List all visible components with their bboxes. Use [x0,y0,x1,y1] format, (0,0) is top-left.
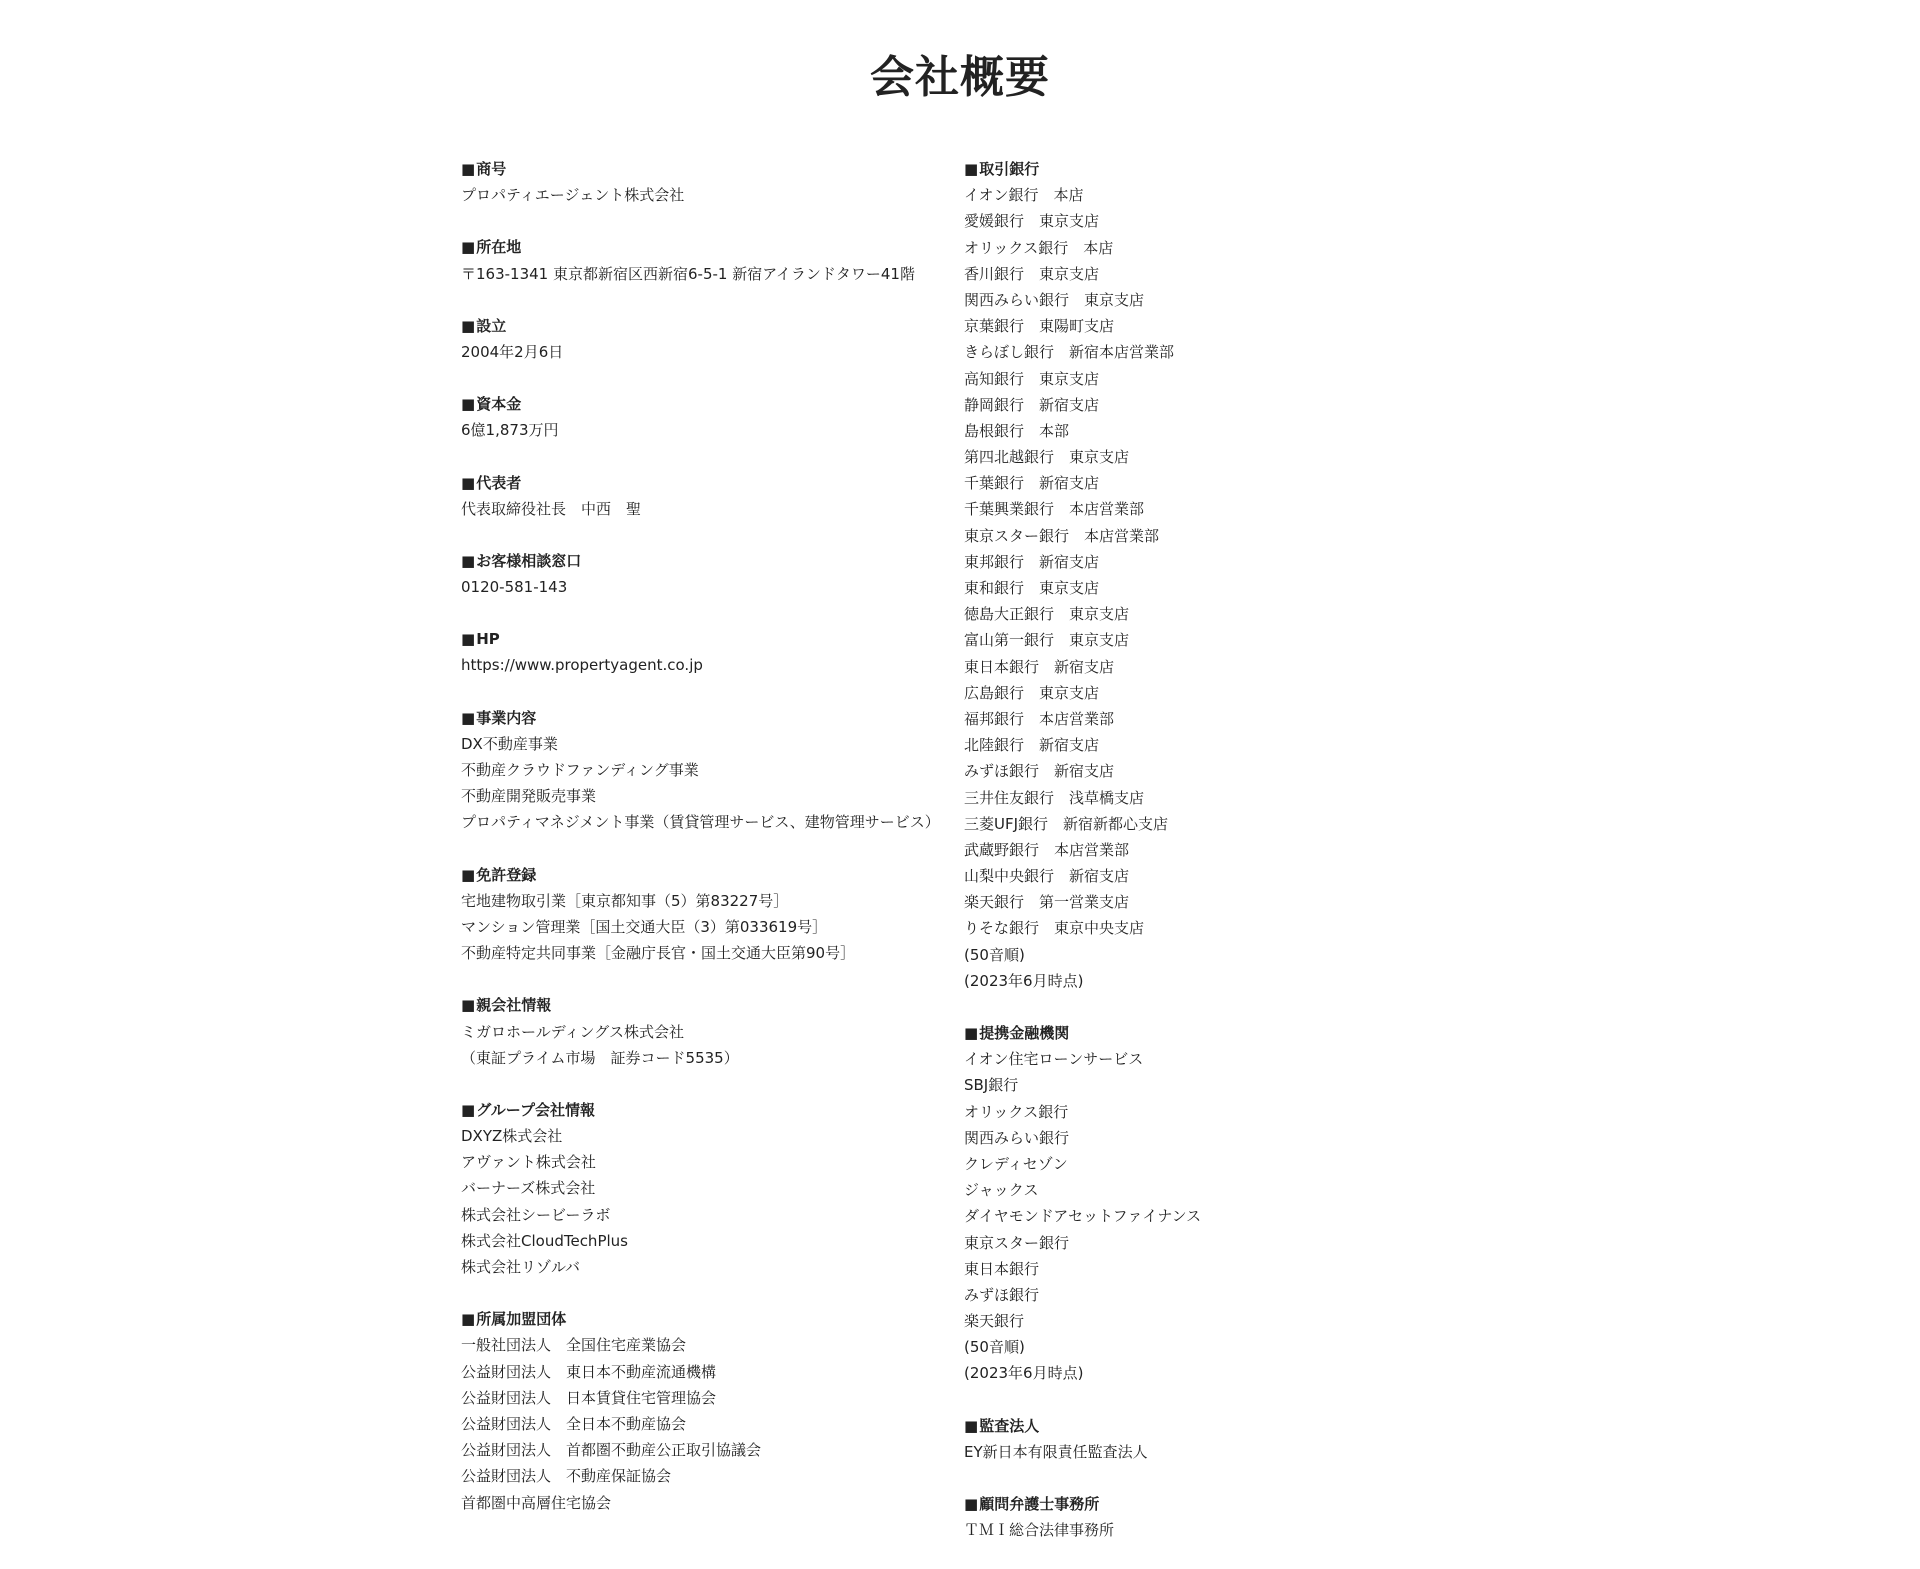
section-heading: ■ 取引銀行 [964,156,1444,182]
section-heading: ■ 代表者 [461,470,941,496]
section-line: 第四北越銀行 東京支店 [964,448,1130,467]
left_sections-section-5 [461,548,941,600]
section-line: きらぼし銀行 新宿本店営業部 [964,343,1175,362]
section-line: バーナーズ株式会社 [461,1179,596,1198]
section-line: 東邦銀行 新宿支店 [964,552,1100,571]
section-line: (50音順) [964,1338,1025,1357]
section-line: ＴＭＩ総合法律事務所 [964,1521,1115,1540]
section-line: 千葉銀行 新宿支店 [964,474,1100,493]
section-line: ミガロホールディングス株式会社 [461,1022,685,1041]
section-line: 武蔵野銀行 本店営業部 [964,840,1130,859]
section-line: 株式会社シービーラボ [461,1205,611,1224]
section-line: 関西みらい銀行 [964,1128,1070,1147]
section-line: （東証プライム市場 証券コード5535） [461,1048,739,1067]
left_sections-section-6 [461,626,941,678]
section-heading: ■ 事業内容 [461,705,941,731]
right_sections-section-2 [964,1413,1444,1465]
right-column [964,156,1444,1569]
section-line: イオン住宅ローンサービス [964,1050,1144,1069]
section-line: アヴァント株式会社 [461,1153,596,1172]
section-line: 代表取締役社長 中西 聖 [461,499,642,518]
section-line: 富山第一銀行 東京支店 [964,631,1130,650]
section-line: DXYZ株式会社 [461,1127,563,1146]
section-line: 公益財団法人 全日本不動産協会 [461,1414,687,1433]
section-line: 不動産クラウドファンディング事業 [461,761,699,779]
left_sections-section-7 [461,705,941,836]
section-line: 千葉興業銀行 本店営業部 [964,500,1145,519]
section-line: 三井住友銀行 浅草橋支店 [964,788,1145,807]
section-line: 公益財団法人 日本賃貸住宅管理協会 [461,1388,717,1407]
section-line: 公益財団法人 不動産保証協会 [461,1467,672,1486]
section-line: 0120-581-143 [461,578,568,597]
section-heading: ■ 所在地 [461,234,941,260]
right_sections-section-0 [964,156,1444,994]
section-line: オリックス銀行 本店 [964,238,1114,257]
section-line: (2023年6月時点) [964,971,1084,990]
section-line: ダイヤモンドアセットファイナンス [964,1207,1202,1226]
section-line: 東京スター銀行 本店営業部 [964,526,1160,545]
page-title: 会社概要 [870,52,1050,103]
section-heading: ■ HP [461,626,941,652]
left_sections-section-4 [461,470,941,522]
section-line: ジャックス [964,1181,1039,1200]
section-line: DX不動産事業 [461,734,558,753]
section-line: 2004年2月6日 [461,342,564,361]
section-line: 公益財団法人 首都圏不動産公正取引協議会 [461,1441,762,1460]
left_sections-section-0 [461,156,941,208]
section-heading: ■ 顧問弁護士事務所 [964,1491,1444,1517]
left_sections-section-3 [461,391,941,443]
section-line: https://www.propertyagent.co.jp [461,656,703,675]
section-line: 高知銀行 東京支店 [964,369,1100,388]
section-line: 広島銀行 東京支店 [964,683,1100,702]
section-line: SBJ銀行 [964,1076,1019,1095]
section-line: 三菱UFJ銀行 新宿新都心支店 [964,814,1169,833]
section-line: 山梨中央銀行 新宿支店 [964,867,1130,886]
section-line: みずほ銀行 [964,1285,1040,1304]
section-line: 楽天銀行 [964,1312,1025,1331]
section-line: 北陸銀行 新宿支店 [964,736,1100,755]
left_sections-section-2 [461,313,941,365]
section-line: 楽天銀行 第一営業支店 [964,893,1130,912]
section-line: 関西みらい銀行 東京支店 [964,290,1145,309]
section-line: 東和銀行 東京支店 [964,579,1100,597]
section-line: イオン銀行 本店 [964,186,1084,205]
section-line: 6億1,873万円 [461,421,559,440]
section-heading: ■ お客様相談窓口 [461,548,941,574]
right_sections-section-3 [964,1491,1444,1543]
section-line: (2023年6月時点) [964,1364,1084,1383]
left_sections-section-8 [461,862,941,967]
section-line: 一般社団法人 全国住宅産業協会 [461,1336,687,1355]
section-line: プロパティマネジメント事業（賃貸管理サービス、建物管理サービス） [461,813,940,832]
section-line: 不動産開発販売事業 [461,787,597,806]
section-line: 〒163-1341 東京都新宿区西新宿6-5-1 新宿アイランドタワー41階 [461,264,915,283]
section-line: 株式会社CloudTechPlus [461,1231,628,1250]
section-heading: ■ グループ会社情報 [461,1097,941,1123]
section-line: 公益財団法人 東日本不動産流通機構 [461,1362,717,1381]
section-line: りそな銀行 東京中央支店 [964,919,1145,938]
left_sections-section-10 [461,1097,941,1280]
section-line: 東日本銀行 新宿支店 [964,657,1115,676]
section-line: 京葉銀行 東陽町支店 [964,317,1115,336]
section-line: 香川銀行 東京支店 [964,264,1100,283]
section-heading: ■ 設立 [461,313,941,339]
section-heading: ■ 商号 [461,156,941,182]
section-heading: ■ 資本金 [461,391,941,417]
section-line: 東日本銀行 [964,1259,1040,1278]
section-heading: ■ 提携金融機関 [964,1020,1444,1046]
section-line: 愛媛銀行 東京支店 [964,212,1100,231]
section-line: オリックス銀行 [964,1102,1069,1121]
section-line: 福邦銀行 本店営業部 [964,709,1115,728]
section-line: 株式会社リゾルバ [461,1258,580,1276]
section-heading: ■ 免許登録 [461,862,941,888]
section-line: クレディセゾン [964,1154,1068,1173]
left_sections-section-1 [461,234,941,286]
section-line: 不動産特定共同事業［金融庁長官・国土交通大臣第90号］ [461,944,856,963]
section-line: 島根銀行 本部 [964,421,1070,440]
section-line: 宅地建物取引業［東京都知事（5）第83227号］ [461,891,789,910]
section-heading: ■ 監査法人 [964,1413,1444,1439]
right_sections-section-1 [964,1020,1444,1387]
section-line: 東京スター銀行 [964,1233,1070,1252]
section-line: 静岡銀行 新宿支店 [964,395,1100,414]
left_sections-section-11 [461,1306,941,1516]
section-line: 徳島大正銀行 東京支店 [964,605,1130,624]
section-line: 首都圏中高層住宅協会 [461,1493,612,1512]
left_sections-section-9 [461,992,941,1071]
section-line: みずほ銀行 新宿支店 [964,762,1115,781]
left-column [461,156,941,1542]
section-heading: ■ 所属加盟団体 [461,1306,941,1332]
section-line: プロパティエージェント株式会社 [461,186,685,205]
section-line: マンション管理業［国土交通大臣（3）第033619号］ [461,917,828,936]
section-line: (50音順) [964,945,1025,964]
section-line: EY新日本有限責任監査法人 [964,1442,1148,1461]
section-heading: ■ 親会社情報 [461,992,941,1018]
